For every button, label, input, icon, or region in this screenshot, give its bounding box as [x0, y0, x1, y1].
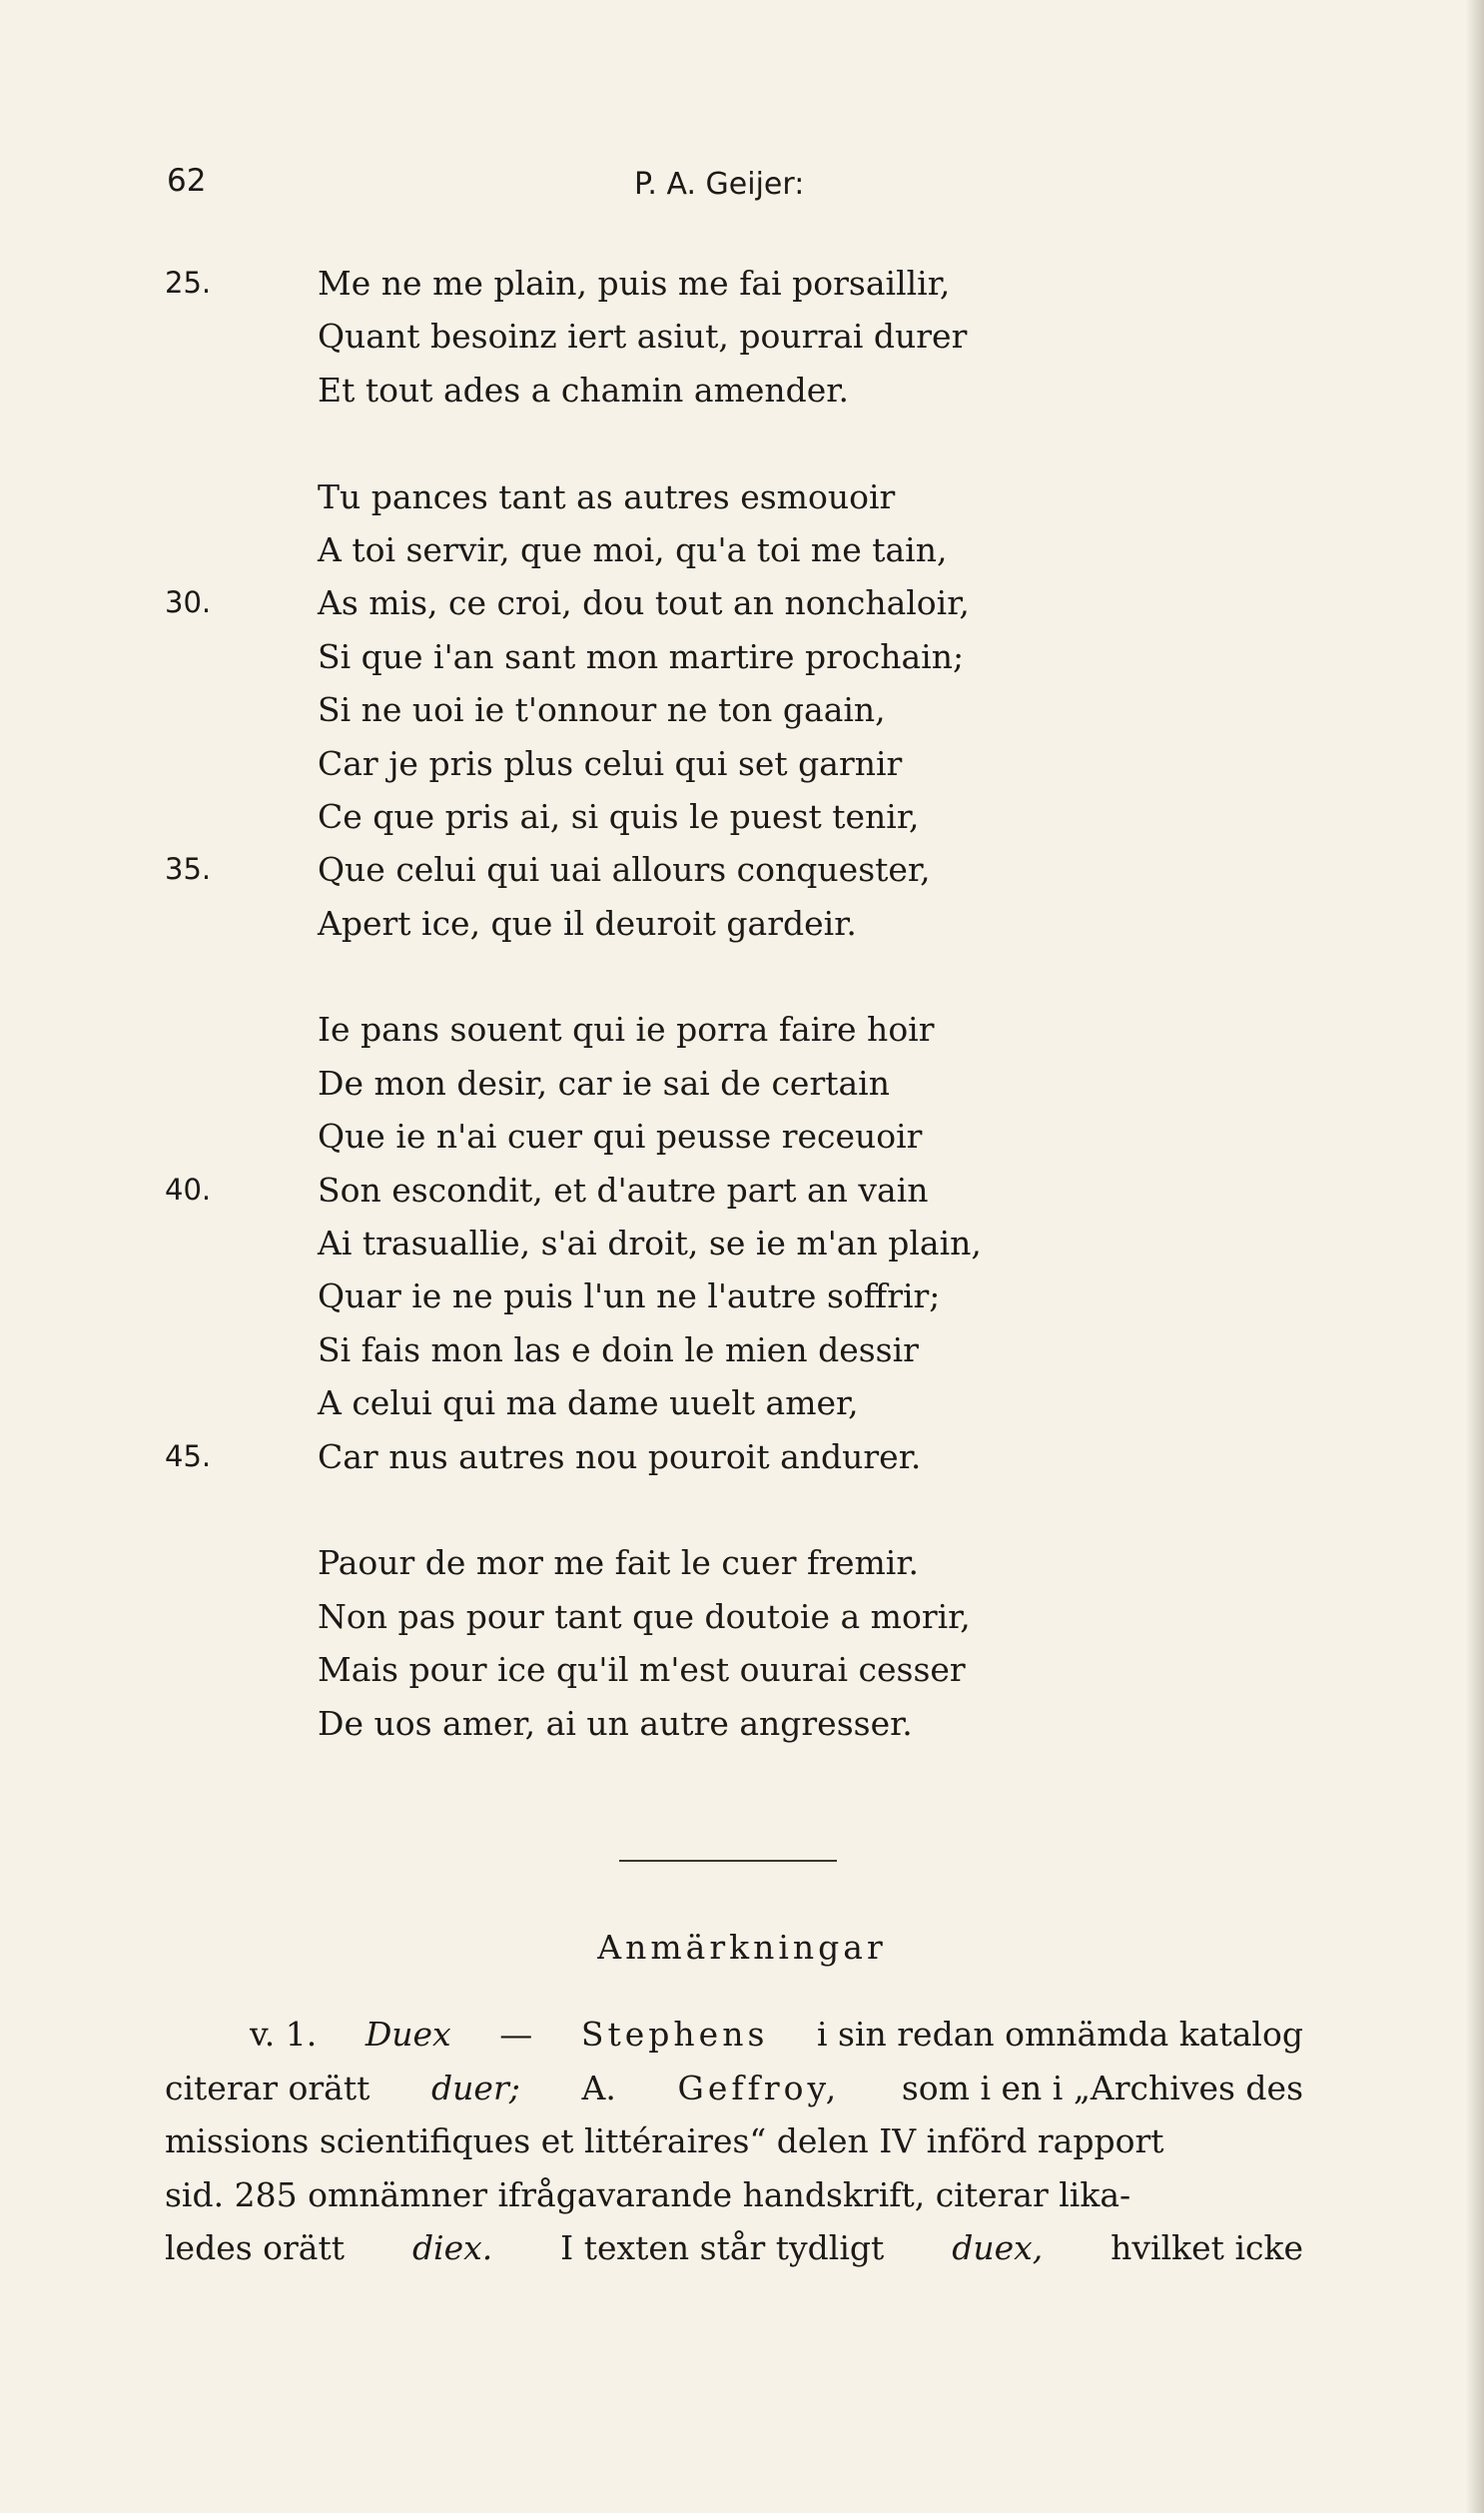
stanza-gap — [0, 417, 1484, 469]
line-text: A celui qui ma dame uuelt amer, — [318, 1383, 859, 1423]
author-name: Geffroy, — [677, 2068, 841, 2107]
poem-line — [0, 630, 1484, 683]
running-head-author: P. A. Geijer: — [634, 167, 805, 202]
line-text: Paour de mor me fait le cuer fremir. — [318, 1543, 919, 1583]
poem-line — [0, 470, 1484, 523]
verse-reference: v. 1. — [250, 2015, 318, 2054]
line-number: 45. — [165, 1438, 212, 1473]
poem-line — [0, 1590, 1484, 1643]
author-initial: A. — [581, 2068, 616, 2107]
line-text: Quant besoinz iert asiut, pourrai durer — [318, 317, 968, 357]
line-text: Non pas pour tant que doutoie a morir, — [318, 1596, 971, 1636]
poem-line — [0, 1323, 1484, 1376]
quoted-word: diex. — [411, 2228, 493, 2267]
line-text: Ai trasuallie, s'ai droit, se ie m'an plain, — [318, 1224, 982, 1263]
line-number: 25. — [165, 266, 212, 300]
poem — [0, 257, 1484, 1750]
poem-line — [0, 1376, 1484, 1429]
dash: — — [499, 2015, 533, 2054]
line-text: Son escondit, et d'autre part an vain — [318, 1170, 929, 1210]
line-text: As mis, ce croi, dou tout an nonchaloir, — [318, 583, 970, 623]
line-text: De uos amer, ai un autre angresser. — [318, 1703, 913, 1743]
line-text: Ce que pris ai, si quis le puest tenir, — [318, 796, 920, 836]
line-text: Si ne uoi ie t'onnour ne ton gaain, — [318, 690, 886, 730]
notes-heading: Anmärkningar — [597, 1928, 887, 1967]
notes-text: hvilket icke — [1111, 2228, 1303, 2267]
section-divider — [619, 1860, 837, 1862]
line-text: Apert ice, que il deuroit gardeir. — [318, 903, 857, 943]
line-text: Car nus autres nou pouroit andurer. — [318, 1436, 922, 1476]
line-number: 35. — [165, 852, 212, 887]
notes-text: citerar orätt — [165, 2068, 371, 2107]
poem-line — [0, 576, 1484, 629]
poem-line — [0, 1643, 1484, 1696]
line-text: Tu pances tant as autres esmouoir — [318, 476, 896, 516]
quoted-word: duer; — [431, 2068, 520, 2107]
poem-line — [0, 843, 1484, 896]
notes-line — [165, 2114, 1303, 2168]
line-text: Que celui qui uai allours conquester, — [318, 850, 931, 890]
poem-line — [0, 1057, 1484, 1110]
line-text: Car je pris plus celui qui set garnir — [318, 743, 903, 783]
line-text: A toi servir, que moi, qu'a toi me tain, — [318, 529, 948, 569]
author-name: Stephens — [580, 2015, 769, 2054]
poem-line — [0, 683, 1484, 736]
stanza-gap — [0, 950, 1484, 1003]
line-text: Ie pans souent qui ie porra faire hoir — [318, 1010, 935, 1050]
line-text: Si que i'an sant mon martire prochain; — [318, 636, 965, 676]
poem-line — [0, 1164, 1484, 1217]
notes-paragraph — [165, 2008, 1303, 2275]
line-text: Si fais mon las e doin le mien dessir — [318, 1329, 919, 1369]
quoted-word: Duex — [365, 2015, 451, 2054]
poem-line — [0, 1110, 1484, 1163]
line-text: Quar ie ne puis l'un ne l'autre soffrir; — [318, 1276, 941, 1316]
stanza-gap — [0, 1483, 1484, 1536]
line-text: Mais pour ice qu'il m'est ouurai cesser — [318, 1650, 966, 1690]
page-number: 62 — [167, 163, 207, 199]
notes-line — [165, 2008, 1303, 2062]
notes-text: missions scientifiques et littéraires“ delen IV införd rapport — [165, 2121, 1164, 2160]
line-number: 30. — [165, 585, 212, 620]
poem-line — [0, 790, 1484, 843]
notes-text: sid. 285 omnämner ifrågavarande handskrift, citerar lika- — [165, 2174, 1131, 2214]
notes-text: som i en i „Archives des — [901, 2068, 1303, 2107]
notes-line — [165, 2168, 1303, 2222]
line-text: Que ie n'ai cuer qui peusse receuoir — [318, 1117, 923, 1157]
line-text: De mon desir, car ie sai de certain — [318, 1063, 890, 1103]
poem-line — [0, 1430, 1484, 1483]
poem-line — [0, 737, 1484, 790]
line-number: 40. — [165, 1172, 212, 1207]
notes-text: i sin redan omnämda katalog — [817, 2015, 1303, 2054]
quoted-word: duex, — [952, 2228, 1044, 2267]
running-head — [0, 163, 1484, 213]
notes-line — [165, 2062, 1303, 2115]
notes-line — [165, 2221, 1303, 2275]
poem-line — [0, 1269, 1484, 1322]
poem-line — [0, 897, 1484, 950]
notes-text: ledes orätt — [165, 2228, 346, 2267]
poem-line — [0, 1536, 1484, 1589]
line-text: Me ne me plain, puis me fai porsaillir, — [318, 264, 951, 303]
poem-line — [0, 257, 1484, 310]
notes-text: I texten står tydligt — [560, 2228, 885, 2267]
poem-line — [0, 1003, 1484, 1056]
poem-line — [0, 310, 1484, 363]
poem-line — [0, 523, 1484, 576]
line-text: Et tout ades a chamin amender. — [318, 370, 849, 410]
poem-line — [0, 1217, 1484, 1269]
poem-line — [0, 1697, 1484, 1750]
poem-line — [0, 364, 1484, 417]
